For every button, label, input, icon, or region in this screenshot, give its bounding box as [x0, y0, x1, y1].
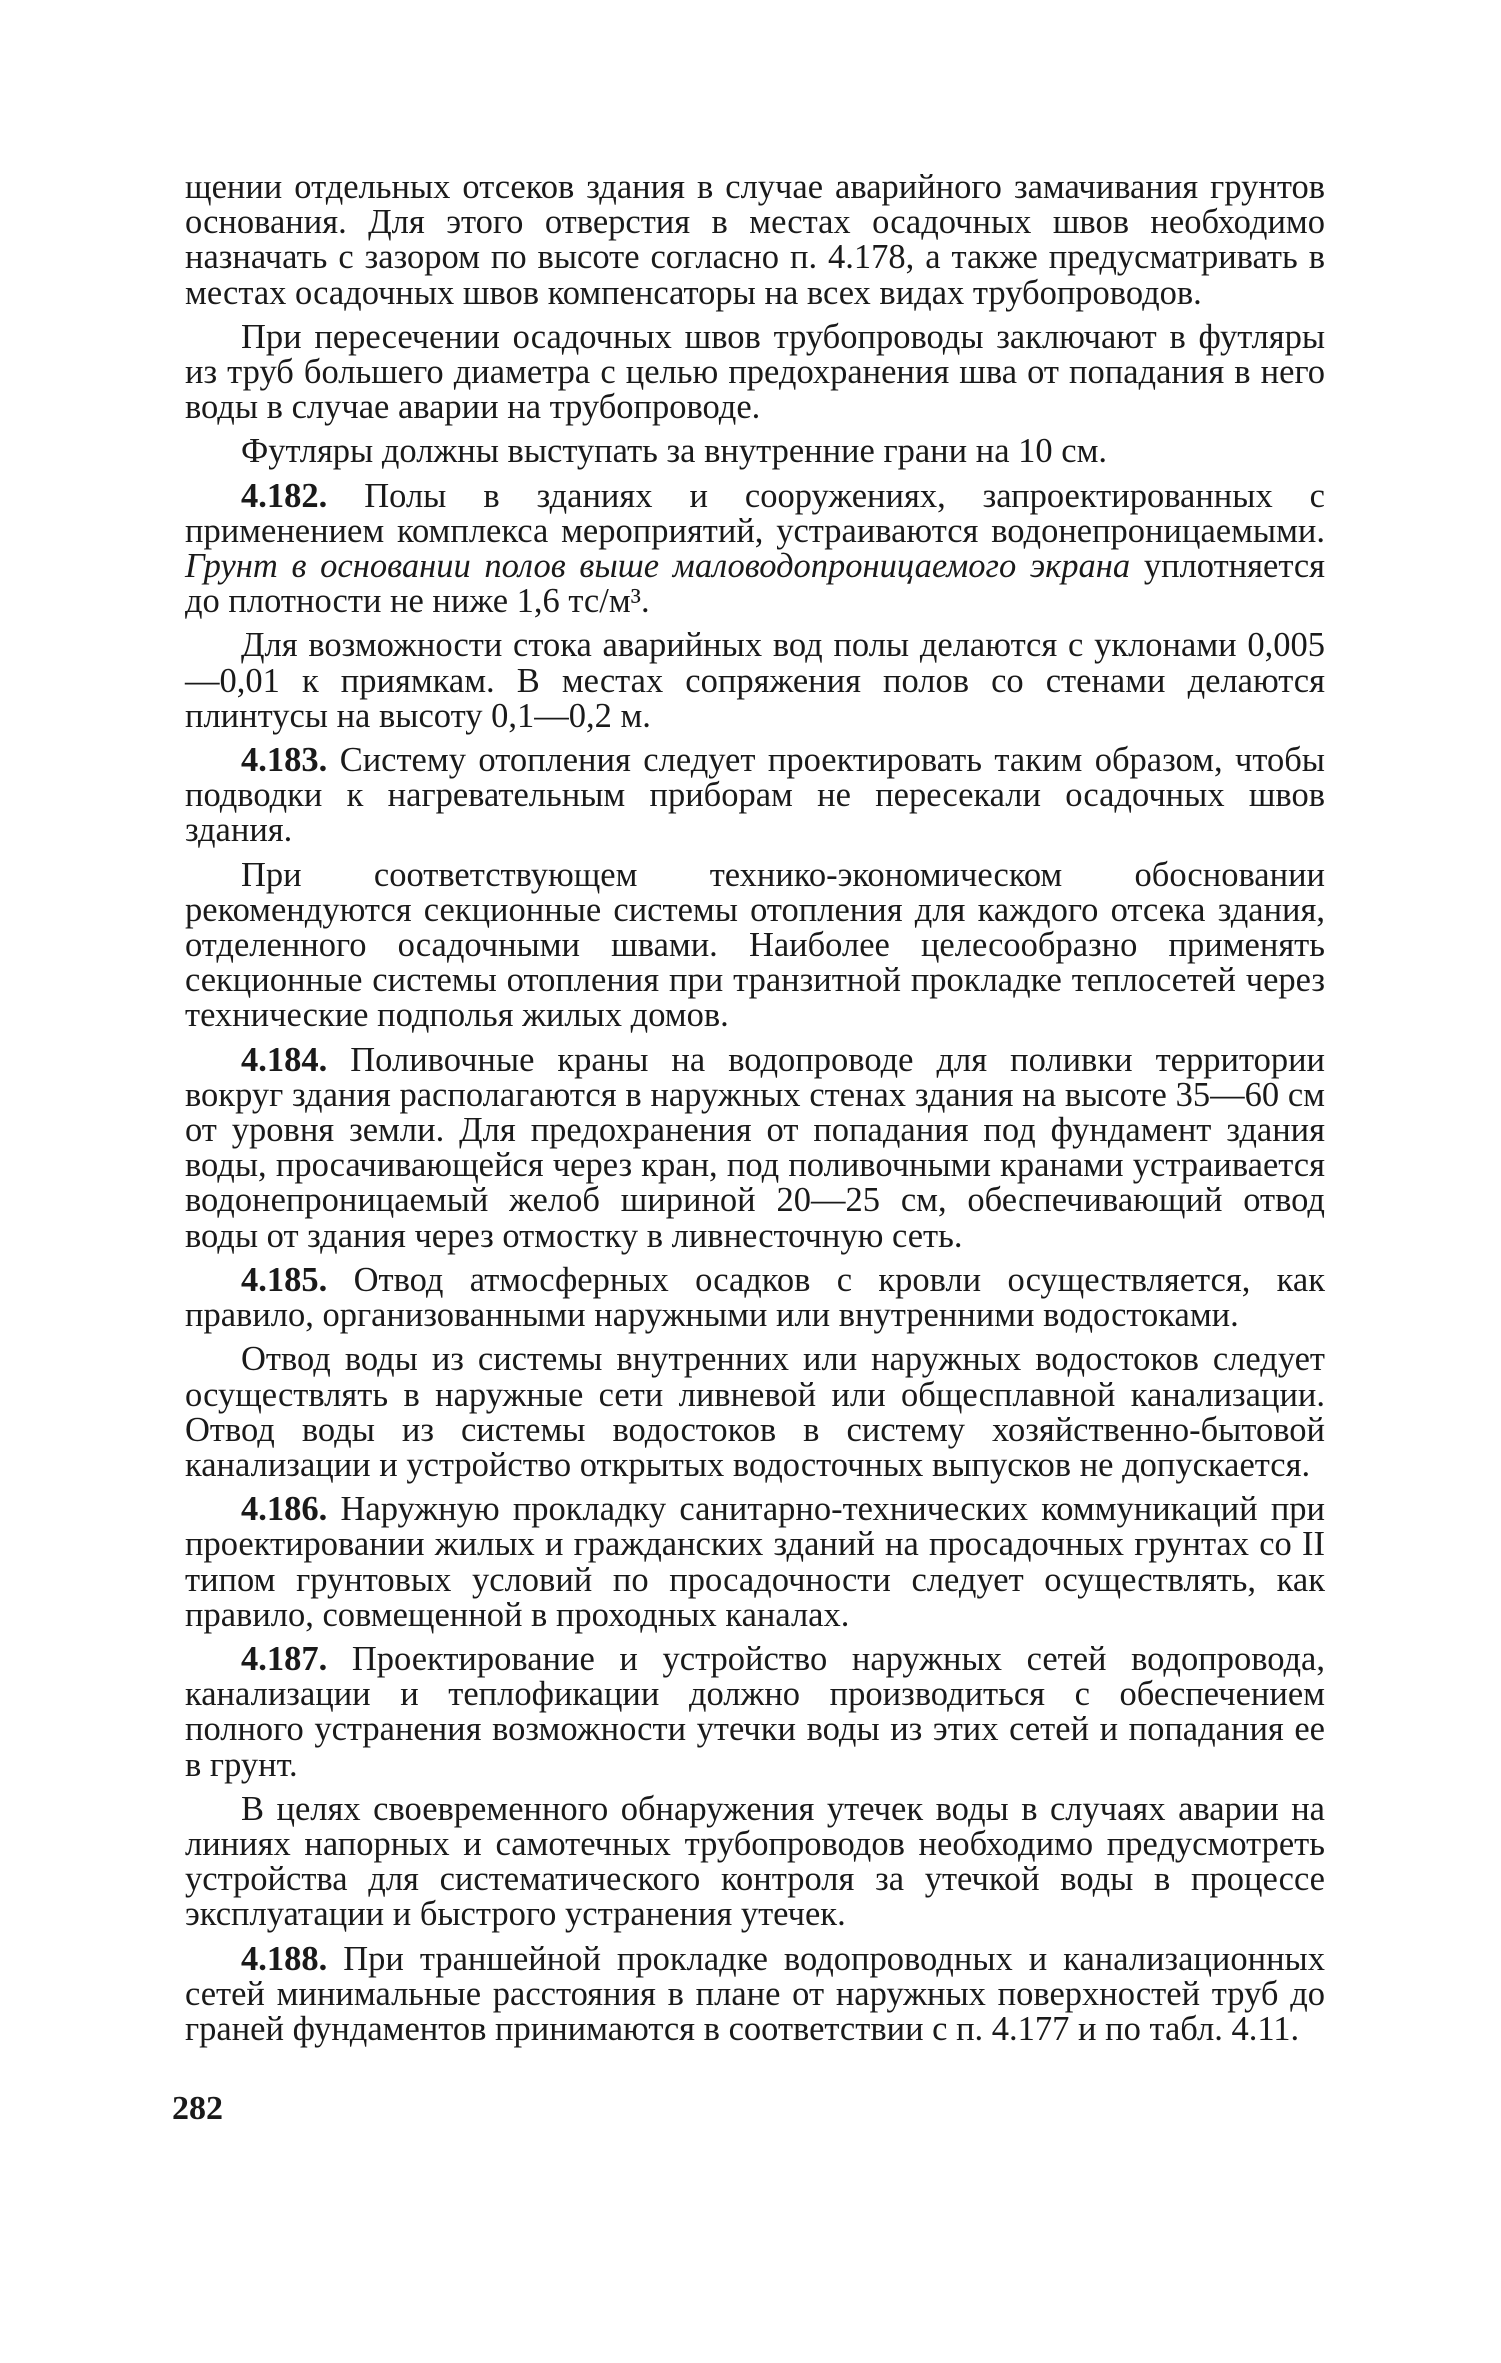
paragraph-text: Футляры должны выступать за внутренние грани на 10 см.	[241, 432, 1108, 471]
clause-number: 4.184.	[241, 1040, 328, 1079]
paragraph-text: При траншейной прокладке водопроводных и канализационных сетей минимальные расстояния в плане от наружных поверхностей труб до граней фундаментов принимаются в соответствии с п. 4.177 и по табл. 4.11.	[185, 1939, 1325, 2048]
clause-number: 4.188.	[241, 1939, 328, 1978]
paragraph-text: При соответствующем технико-экономическом обосновании рекомендуются секционные системы отопления для каждого отсека здания, отделенного осадочными швами. Наиболее целесообразно применять секционные системы отопления при транзитной прокладке теплосетей через технические подполья жилых домов.	[185, 855, 1325, 1035]
paragraph-4-188	[185, 1939, 1325, 2048]
paragraph-12	[185, 1789, 1325, 1934]
paragraph-text: Систему отопления следует проектировать таким образом, чтобы подводки к нагревательным приборам не пересекали осадочных швов здания.	[185, 741, 1325, 850]
paragraph-text: Проектирование и устройство наружных сетей водопровода, канализации и теплофикации должно производиться с обеспечением полного устранения возможности утечки воды из этих сетей и попадания ее в грунт.	[185, 1639, 1325, 1784]
paragraph-italic-text: Грунт в основании полов выше маловодопроницаемого экрана	[185, 547, 1131, 586]
paragraph-4	[185, 628, 1325, 734]
paragraph-4-183	[185, 743, 1325, 849]
paragraph-text: щении отдельных отсеков здания в случае аварийного замачивания грунтов основания. Для этого отверстия в местах осадочных швов необходимо назначать с зазором по высоте согласно п. 4.178, а также предусматривать в местах осадочных швов компенсаторы на всех видах трубопроводов.	[185, 168, 1325, 312]
paragraph-4-182	[185, 476, 1326, 621]
paragraph-text: Поливочные краны на водопроводе для поливки территории вокруг здания располагаются в наружных стенах здания на высоте 35—60 см от уровня земли. Для предохранения от попадания под фундамент здания воды, просачивающейся через кран, под поливочными кранами устраивается водонепроницаемый желоб шириной 20—25 см, обеспечивающий отвод воды от здания через отмостку в ливнесточную сеть.	[185, 1040, 1325, 1255]
paragraph-text: Наружную прокладку санитарно-технических коммуникаций при проектировании жилых и гражданских зданий на просадочных грунтах со II типом грунтовых условий по просадочности следует осуществлять, как правило, совмещенной в проходных каналах.	[185, 1490, 1325, 1634]
clause-number: 4.183.	[241, 741, 328, 780]
paragraph-4-185	[185, 1260, 1325, 1335]
paragraph-1	[185, 317, 1325, 427]
paragraph-text: Полы в зданиях и сооружениях, запроектированных с применением комплекса мероприятий, устраиваются водонепроницаемыми.	[185, 476, 1325, 550]
page-number: 282	[172, 2090, 223, 2127]
paragraph-4-187	[185, 1639, 1325, 1784]
paragraph-9	[185, 1342, 1325, 1483]
paragraph-6	[185, 855, 1325, 1035]
paragraph-text: Отвод атмосферных осадков с кровли осуществляется, как правило, организованными наружными или внутренними водостоками.	[185, 1260, 1325, 1335]
paragraph-text: В целях своевременного обнаружения утечек воды в случаях аварии на линиях напорных и самотечных трубопроводов необходимо предусмотреть устройства для систематического контроля за утечкой воды в процессе эксплуатации и быстрого устранения утечек.	[185, 1789, 1325, 1934]
paragraph-tail-text: уплотняется до плотности не ниже 1,6 тс/м³.	[185, 547, 1326, 621]
paragraph-text: Для возможности стока аварийных вод полы делаются с уклонами 0,005—0,01 к приямкам. В местах сопряжения полов со стенами делаются плинтусы на высоту 0,1—0,2 м.	[185, 626, 1325, 735]
paragraph-2	[185, 434, 1325, 469]
clause-number: 4.185.	[241, 1260, 328, 1299]
page-body	[185, 170, 1325, 2056]
clause-number: 4.187.	[241, 1639, 328, 1678]
paragraph-0	[185, 170, 1325, 311]
clause-number: 4.186.	[241, 1490, 328, 1529]
paragraph-text: Отвод воды из системы внутренних или наружных водостоков следует осуществлять в наружные сети ливневой или общесплавной канализации. Отвод воды из системы водостоков в систему хозяйственно-бытовой канализации и устройство открытых водосточных выпусков не допускается.	[185, 1340, 1325, 1484]
paragraph-text: При пересечении осадочных швов трубопроводы заключают в футляры из труб большего диаметра с целью предохранения шва от попадания в него воды в случае аварии на трубопроводе.	[185, 317, 1325, 427]
clause-number: 4.182.	[241, 476, 328, 515]
paragraph-4-186	[185, 1492, 1325, 1633]
paragraph-4-184	[185, 1040, 1325, 1255]
